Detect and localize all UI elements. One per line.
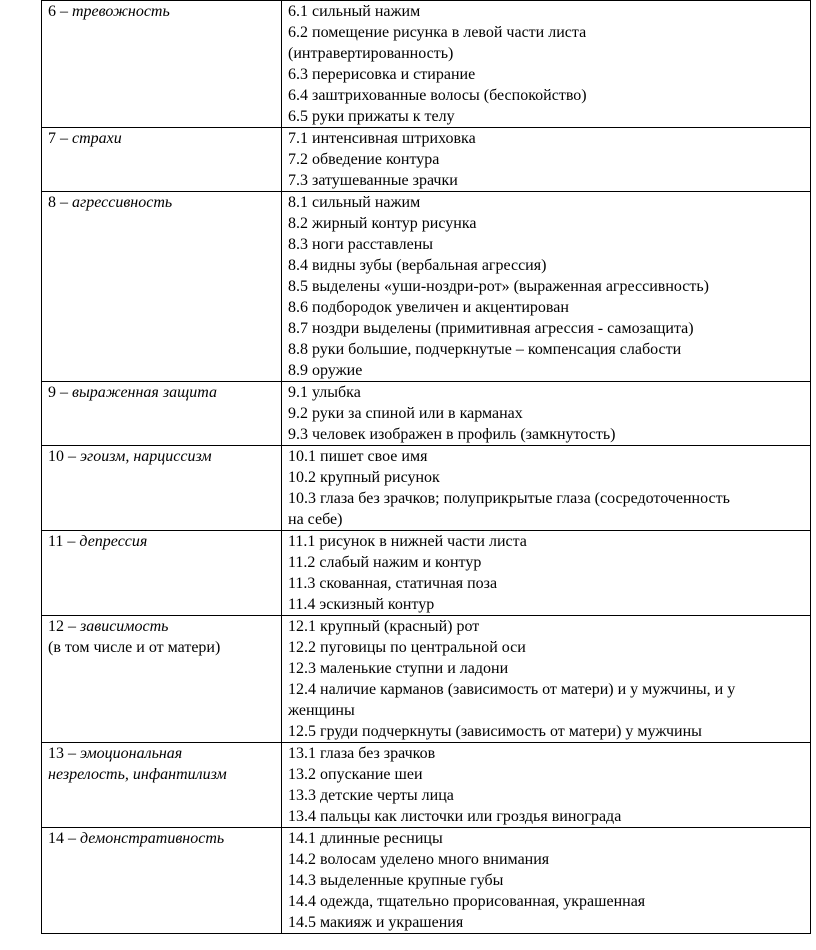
indicator-item: 9.1 улыбка: [288, 384, 361, 401]
indicator-item: 6.3 перерисовка и стирание: [288, 66, 476, 83]
indicator-item: 8.9 оружие: [288, 362, 363, 379]
indicator-item: 8.8 руки большие, подчеркнутые – компенсация слабости: [288, 341, 682, 358]
indicators-cell: [282, 382, 811, 446]
indicators-cell: [282, 446, 811, 531]
indicator-item: 6.2 помещение рисунка в левой части листа: [288, 24, 587, 41]
indicators-cell: [282, 743, 811, 828]
indicator-item: 12.3 маленькие ступни и ладони: [288, 660, 509, 677]
indicator-item: 13.1 глаза без зрачков: [288, 745, 436, 762]
indicator-item: 8.1 сильный нажим: [288, 194, 421, 211]
category-number: 13 –: [48, 745, 80, 762]
table-row: [42, 446, 811, 531]
category-name: зависимость: [80, 618, 169, 635]
indicator-item: 7.1 интенсивная штриховка: [288, 130, 476, 147]
category-name: демонстративность: [80, 830, 225, 847]
category-cell: [42, 446, 282, 531]
table-row: [42, 382, 811, 446]
indicator-item: 10.3 глаза без зрачков; полуприкрытые глаза (сосредоточенность: [288, 490, 730, 507]
indicator-item: 13.4 пальцы как листочки или гроздья винограда: [288, 808, 622, 825]
indicator-item: 11.2 слабый нажим и контур: [288, 554, 482, 571]
indicator-item: 6.5 руки прижаты к телу: [288, 108, 455, 125]
indicator-item: женщины: [288, 702, 355, 719]
category-number: 11 –: [48, 533, 80, 550]
indicator-item: 13.2 опускание шеи: [288, 766, 423, 783]
indicator-item: 14.5 макияж и украшения: [288, 914, 464, 931]
category-number: 10 –: [48, 448, 80, 465]
indicator-item: 8.4 видны зубы (вербальная агрессия): [288, 257, 547, 274]
indicator-item: 12.1 крупный (красный) рот: [288, 618, 480, 635]
indicator-item: 14.1 длинные ресницы: [288, 830, 443, 847]
category-name: агрессивность: [72, 194, 173, 211]
indicator-item: 14.4 одежда, тщательно прорисованная, украшенная: [288, 893, 646, 910]
table-body: [42, 1, 811, 934]
category-cell: [42, 382, 282, 446]
table-row: [42, 743, 811, 828]
category-subtitle: незрелость, инфантилизм: [48, 766, 227, 783]
category-number: 9 –: [48, 384, 72, 401]
category-name: эмоциональная: [80, 745, 183, 762]
indicator-item: 6.4 заштрихованные волосы (беспокойство): [288, 87, 587, 104]
indicators-cell: [282, 192, 811, 382]
indicator-item: 11.1 рисунок в нижней части листа: [288, 533, 527, 550]
indicator-item: 13.3 детские черты лица: [288, 787, 454, 804]
indicators-cell: [282, 616, 811, 743]
indicator-item: 6.1 сильный нажим: [288, 3, 421, 20]
indicators-cell: [282, 128, 811, 192]
indicator-item: (интравертированность): [288, 45, 454, 62]
indicator-item: 12.4 наличие карманов (зависимость от матери) и у мужчины, и у: [288, 681, 736, 698]
indicator-item: 9.2 руки за спиной или в карманах: [288, 405, 523, 422]
category-cell: [42, 828, 282, 934]
category-number: 7 –: [48, 130, 72, 147]
indicator-item: 12.2 пуговицы по центральной оси: [288, 639, 526, 656]
indicator-item: 10.1 пишет свое имя: [288, 448, 428, 465]
table-row: [42, 1, 811, 128]
indicators-cell: [282, 531, 811, 616]
category-number: 12 –: [48, 618, 80, 635]
category-name: тревожность: [72, 3, 170, 20]
indicator-item: 8.3 ноги расставлены: [288, 236, 434, 253]
category-cell: [42, 128, 282, 192]
category-number: 14 –: [48, 830, 80, 847]
category-cell: [42, 616, 282, 743]
category-name: страхи: [72, 130, 122, 147]
indicator-item: 8.5 выделены «уши-ноздри-рот» (выраженная агрессивность): [288, 278, 709, 295]
indicators-cell: [282, 828, 811, 934]
category-number: 8 –: [48, 194, 72, 211]
indicator-item: 7.2 обведение контура: [288, 151, 440, 168]
indicator-item: 8.2 жирный контур рисунка: [288, 215, 477, 232]
category-name: выраженная защита: [72, 384, 217, 401]
table-row: [42, 531, 811, 616]
table-row: [42, 616, 811, 743]
indicator-item: 8.7 ноздри выделены (примитивная агрессия - самозащита): [288, 320, 694, 337]
category-cell: [42, 743, 282, 828]
indicator-item: 11.3 скованная, статичная поза: [288, 575, 498, 592]
indicators-cell: [282, 1, 811, 128]
indicator-item: 8.6 подбородок увеличен и акцентирован: [288, 299, 569, 316]
indicator-item: 14.2 волосам уделено много внимания: [288, 851, 550, 868]
category-number: 6 –: [48, 3, 72, 20]
indicator-item: на себе): [288, 511, 343, 528]
category-cell: [42, 1, 282, 128]
table-row: [42, 192, 811, 382]
indicator-item: 10.2 крупный рисунок: [288, 469, 440, 486]
indicator-item: 9.3 человек изображен в профиль (замкнутость): [288, 426, 616, 443]
category-name: депрессия: [79, 533, 148, 550]
indicators-table: [41, 0, 811, 934]
indicator-item: 14.3 выделенные крупные губы: [288, 872, 504, 889]
indicator-item: 11.4 эскизный контур: [288, 596, 435, 613]
category-cell: [42, 192, 282, 382]
category-subtitle: (в том числе и от матери): [48, 639, 221, 656]
indicator-item: 12.5 груди подчеркнуты (зависимость от матери) у мужчины: [288, 723, 702, 740]
category-name: эгоизм, нарциссизм: [80, 448, 212, 465]
category-cell: [42, 531, 282, 616]
table-row: [42, 128, 811, 192]
table-row: [42, 828, 811, 934]
indicator-item: 7.3 затушеванные зрачки: [288, 172, 458, 189]
